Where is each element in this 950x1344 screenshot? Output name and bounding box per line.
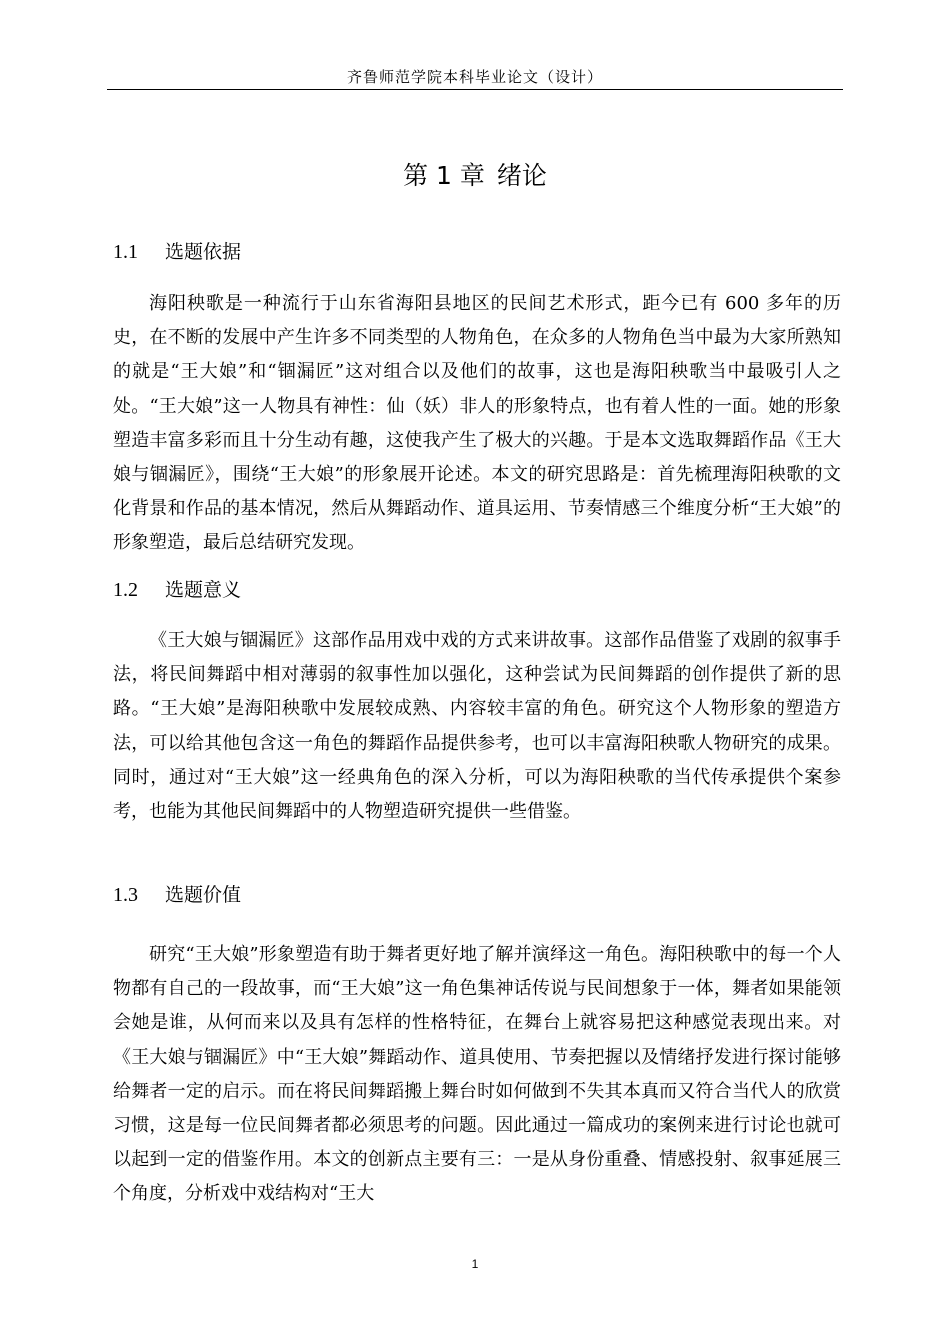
page-number: 1 xyxy=(471,1257,479,1271)
section-title: 选题价值 xyxy=(165,884,242,906)
section-heading-1-1 xyxy=(113,237,241,267)
section-title: 选题依据 xyxy=(165,241,242,263)
section-paragraph-1-3: 研究“王大娘”形象塑造有助于舞者更好地了解并演绎这一角色。海阳秧歌中的每一个人物都有自己的一段故事，而“王大娘”这一角色集神话传说与民间想象于一体，舞者如果能领会她是谁，从何而来以及具有怎样的性格特征，在舞台上就容易把这种感觉表现出来。对《王大娘与锢漏匠》中“王大娘”舞蹈动作、道具使用、节奏把握以及情绪抒发进行探讨能够给舞者一定的启示。而在将民间舞蹈搬上舞台时如何做到不失其本真而又符合当代人的欣赏习惯，这是每一位民间舞者都必须思考的问题。因此通过一篇成功的案例来进行讨论也就可以起到一定的借鉴作用。本文的创新点主要有三：一是从身份重叠、情感投射、叙事延展三个角度，分析戏中戏结构对“王大 xyxy=(113,944,841,1205)
chapter-title xyxy=(107,156,843,196)
header-divider xyxy=(107,89,843,90)
section-number: 1.1 xyxy=(113,241,138,263)
section-heading-1-2 xyxy=(113,575,241,605)
section-paragraph-1-2: 《王大娘与锢漏匠》这部作品用戏中戏的方式来讲故事。这部作品借鉴了戏剧的叙事手法，将民间舞蹈中相对薄弱的叙事性加以强化，这种尝试为民间舞蹈的创作提供了新的思路。“王大娘”是海阳秧歌中发展较成熟、内容较丰富的角色。研究这个人物形象的塑造方法，可以给其他包含这一角色的舞蹈作品提供参考，也可以丰富海阳秧歌人物研究的成果。同时，通过对“王大娘”这一经典角色的深入分析，可以为海阳秧歌的当代传承提供个案参考，也能为其他民间舞蹈中的人物塑造研究提供一些借鉴。 xyxy=(113,630,841,823)
section-number: 1.2 xyxy=(113,579,138,601)
chapter-number: 第 1 章 xyxy=(403,161,485,190)
section-title: 选题意义 xyxy=(165,579,242,601)
running-header: 齐鲁师范学院本科毕业论文（设计） xyxy=(346,68,603,86)
section-number: 1.3 xyxy=(113,884,138,906)
chapter-name: 绪论 xyxy=(496,161,547,190)
section-heading-1-3 xyxy=(113,880,241,910)
section-paragraph-1-1: 海阳秧歌是一种流行于山东省海阳县地区的民间艺术形式，距今已有 600 多年的历史，在不断的发展中产生许多不同类型的人物角色，在众多的人物角色当中最为大家所熟知的就是“王大娘”和“锢漏匠”这对组合以及他们的故事，这也是海阳秧歌当中最吸引人之处。“王大娘”这一人物具有神性：仙（妖）非人的形象特点，也有着人性的一面。她的形象塑造丰富多彩而且十分生动有趣，这使我产生了极大的兴趣。于是本文选取舞蹈作品《王大娘与锢漏匠》，围绕“王大娘”的形象展开论述。本文的研究思路是：首先梳理海阳秧歌的文化背景和作品的基本情况，然后从舞蹈动作、道具运用、节奏情感三个维度分析“王大娘”的形象塑造，最后总结研究发现。 xyxy=(113,293,841,554)
